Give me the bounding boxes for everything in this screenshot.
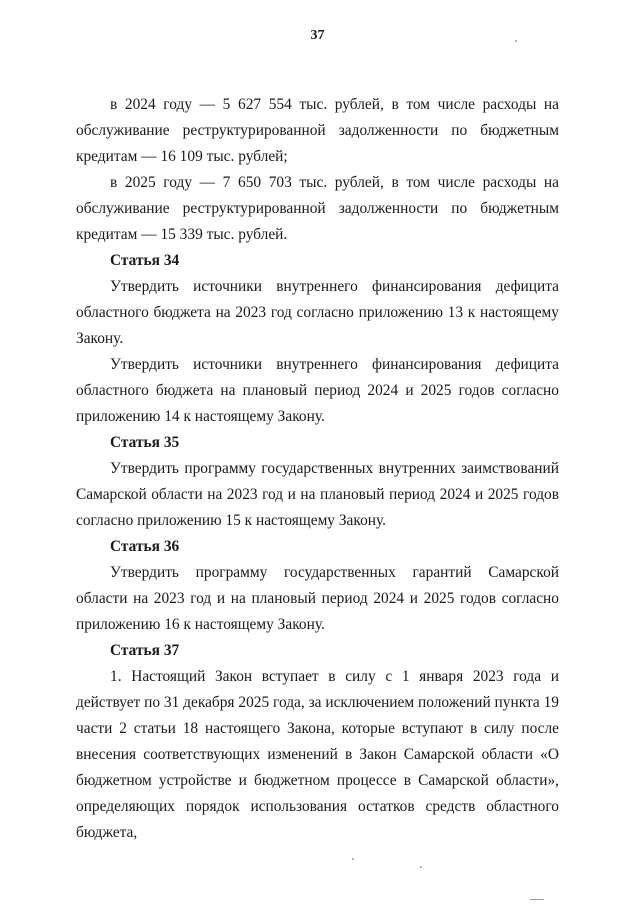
article-37-paragraph-1: 1. Настоящий Закон вступает в силу с 1 января 2023 года и действует по 31 декабря 2025 года, за исключением положений пункта 19 части 2 статьи 18 настоящего Закона, которые вступают в силу после внесения соответствующих изменений в Закон Самарской области «О бюджетном устройстве и бюджетном процессе в Самарской области», определяющих порядок использования остатков средств областного бюджета, — [76, 668, 559, 841]
article-34-heading: Статья 34 — [110, 252, 180, 269]
scan-speck — [352, 858, 354, 860]
article-36-heading: Статья 36 — [110, 538, 180, 555]
article-35-paragraph: Утвердить программу государственных внутренних заимствований Самарской области на 2023 год и на плановый период 2024 и 2025 годов согласно приложению 15 к настоящему Закону. — [76, 460, 559, 529]
scan-speck — [515, 40, 517, 42]
article-35-heading: Статья 35 — [110, 434, 180, 451]
article-36-paragraph: Утвердить программу государственных гарантий Самарской области на 2023 год и на плановый период 2024 и 2025 годов согласно приложению 16 к настоящему Закону. — [76, 564, 559, 633]
scan-speck — [420, 866, 422, 868]
scan-speck — [530, 899, 544, 900]
paragraph-2024-expenses: в 2024 году — 5 627 554 тыс. рублей, в том числе расходы на обслуживание реструктурированной задолженности по бюджетным кредитам — 16 109 тыс. рублей; — [76, 96, 559, 165]
article-37-heading: Статья 37 — [110, 642, 180, 659]
article-34-paragraph-1: Утвердить источники внутреннего финансирования дефицита областного бюджета на 2023 год согласно приложению 13 к настоящему Закону. — [76, 278, 559, 347]
paragraph-2025-expenses: в 2025 году — 7 650 703 тыс. рублей, в том числе расходы на обслуживание реструктурированной задолженности по бюджетным кредитам — 15 339 тыс. рублей. — [76, 174, 559, 243]
article-34-paragraph-2: Утвердить источники внутреннего финансирования дефицита областного бюджета на плановый период 2024 и 2025 годов согласно приложению 14 к настоящему Закону. — [76, 356, 559, 425]
document-body — [76, 92, 559, 846]
page-number: 37 — [310, 28, 325, 43]
